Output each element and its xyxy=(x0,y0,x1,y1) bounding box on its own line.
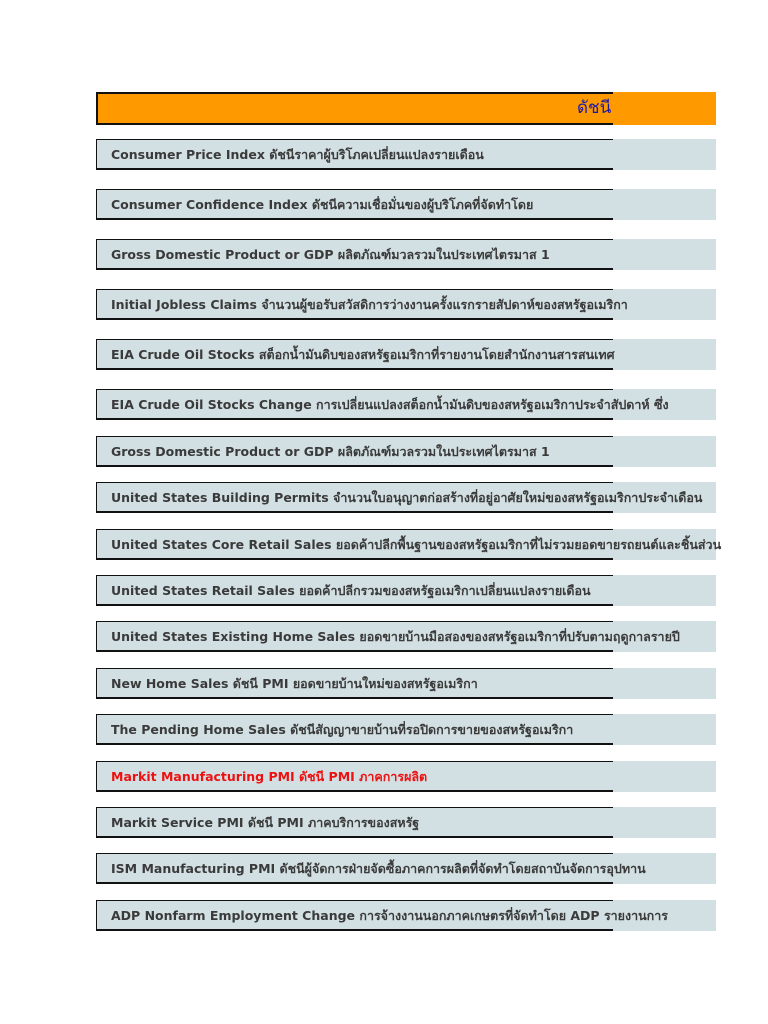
list-item-label: United States Core Retail Sales ยอดค้าปลีกพื้นฐานของสหรัฐอเมริกาที่ไม่รวมยอดขายรถยนต์และชิ้นส่วน xyxy=(111,537,722,552)
list-item[interactable] xyxy=(96,621,716,652)
list-item-label: Gross Domestic Product or GDP ผลิตภัณฑ์มวลรวมในประเทศไตรมาส 1 xyxy=(111,444,550,459)
list-item-label: Consumer Price Index ดัชนีราคาผู้บริโภคเปลี่ยนแปลงรายเดือน xyxy=(111,147,484,162)
list-item[interactable] xyxy=(96,339,716,370)
list-item[interactable] xyxy=(96,853,716,884)
list-item[interactable] xyxy=(96,900,716,931)
list-item[interactable] xyxy=(96,714,716,745)
list-item[interactable] xyxy=(96,436,716,467)
list-item-label: Initial Jobless Claims จำนวนผู้ขอรับสวัสดิการว่างงานครั้งแรกรายสัปดาห์ของสหรัฐอเมริกา xyxy=(111,297,628,312)
list-item-label: Consumer Confidence Index ดัชนีความเชื่อมั่นของผู้บริโภคที่จัดทำโดย xyxy=(111,197,534,212)
list-item-label: The Pending Home Sales ดัชนีสัญญาขายบ้านที่รอปิดการขายของสหรัฐอเมริกา xyxy=(111,722,574,737)
list-item[interactable] xyxy=(96,289,716,320)
list-item[interactable] xyxy=(96,668,716,699)
list-item[interactable] xyxy=(96,529,722,560)
list-item[interactable] xyxy=(96,482,716,513)
list-item-label: EIA Crude Oil Stocks Change การเปลี่ยนแปลงสต็อกน้ำมันดิบของสหรัฐอเมริกาประจำสัปดาห์ ซึ่ง xyxy=(111,397,669,412)
list-item-label: Markit Manufacturing PMI ดัชนี PMI ภาคการผลิต xyxy=(111,769,428,784)
list-item-label: New Home Sales ดัชนี PMI ยอดขายบ้านใหม่ของสหรัฐอเมริกา xyxy=(111,676,478,691)
list-item[interactable] xyxy=(96,389,716,420)
list-item-label: United States Building Permits จำนวนใบอนุญาตก่อสร้างที่อยู่อาศัยใหม่ของสหรัฐอเมริกาประจำเดือน xyxy=(111,490,703,505)
list-item[interactable] xyxy=(96,239,716,270)
list-item-label: Markit Service PMI ดัชนี PMI ภาคบริการของสหรัฐ xyxy=(111,815,420,830)
header-title: ดัชนี xyxy=(577,98,612,118)
list-item-label: United States Retail Sales ยอดค้าปลีกรวมของสหรัฐอเมริกาเปลี่ยนแปลงรายเดือน xyxy=(111,583,591,598)
list-item[interactable] xyxy=(96,139,716,170)
list-item[interactable] xyxy=(96,807,716,838)
list-item[interactable] xyxy=(96,189,716,220)
list-item-label: ADP Nonfarm Employment Change การจ้างงานนอกภาคเกษตรที่จัดทำโดย ADP รายงานการ xyxy=(111,908,668,923)
list-item-label: ISM Manufacturing PMI ดัชนีผู้จัดการฝ่ายจัดซื้อภาคการผลิตที่จัดทำโดยสถาบันจัดการอุปทาน xyxy=(111,861,646,876)
list-item-label: Gross Domestic Product or GDP ผลิตภัณฑ์มวลรวมในประเทศไตรมาส 1 xyxy=(111,247,550,262)
list-item[interactable] xyxy=(96,761,716,792)
header-bar xyxy=(96,92,716,125)
list-item[interactable] xyxy=(96,575,716,606)
list-item-label: EIA Crude Oil Stocks สต็อกน้ำมันดิบของสหรัฐอเมริกาที่รายงานโดยสำนักงานสารสนเทศ xyxy=(111,347,615,362)
list-item-label: United States Existing Home Sales ยอดขายบ้านมือสองของสหรัฐอเมริกาที่ปรับตามฤดูกาลรายปี xyxy=(111,629,680,644)
